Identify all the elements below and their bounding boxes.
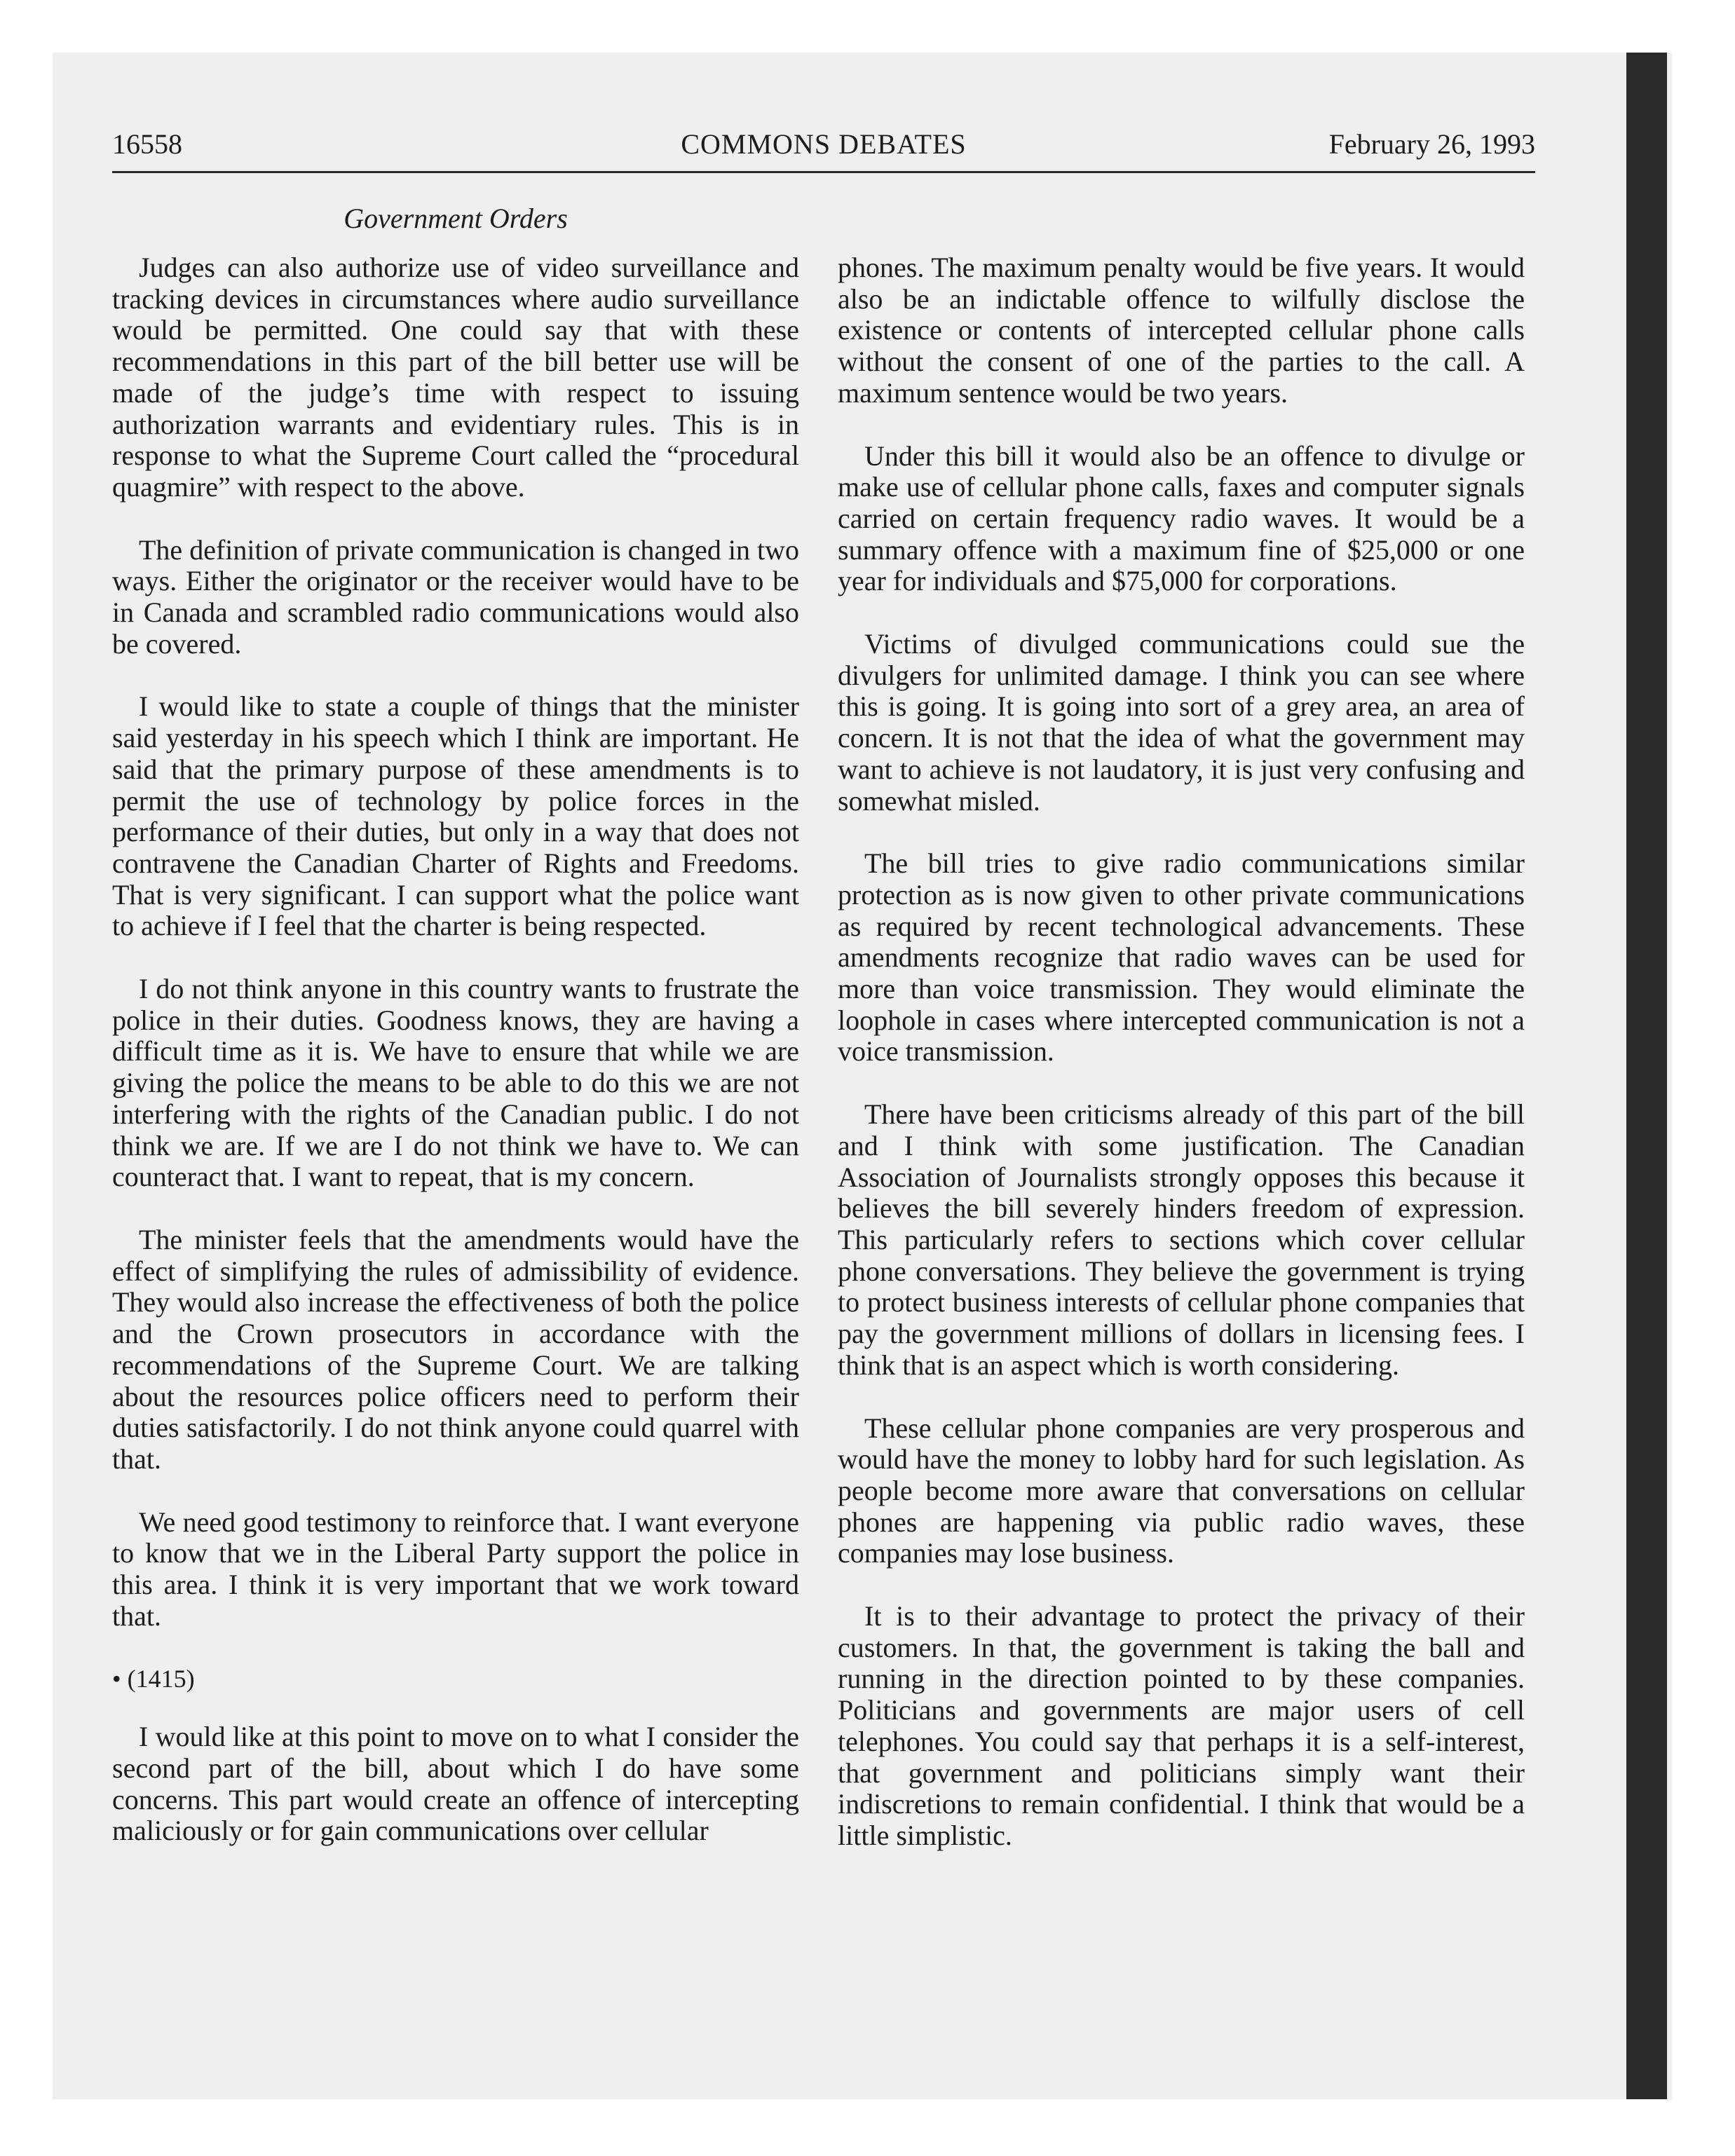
page-date: February 26, 1993 [1328,128,1535,160]
right-column [838,252,1525,1883]
scan-edge-shadow [1626,53,1667,2099]
paragraph: I would like at this point to move on to what I consider the second part of the bill, about which I do have some concerns. This part would create an offence of intercepting maliciously or for gain communications over cellular [112,1721,799,1847]
paragraph: The minister feels that the amendments would have the effect of simplifying the rules of admissibility of evidence. They would also increase the effectiveness of both the police and the Crown prosecutors in accordance with the recommendations of the Supreme Court. We are talking about the resources police officers need to perform their duties satisfactorily. I do not think anyone could quarrel with that. [112,1223,799,1475]
paragraph: Under this bill it would also be an offence to divulge or make use of cellular phone calls, faxes and computer signals carried on certain frequency radio waves. It would be a summary offence with a maximum fine of $25,000 or one year for individuals and $75,000 for corporations. [838,439,1525,597]
paragraph: I would like to state a couple of things that the minister said yesterday in his speech which I think are important. He said that the primary purpose of these amendments is to permit the use of technology by police forces in the performance of their duties, but only in a way that does not contravene the Canadian Charter of Rights and Freedoms. That is very significant. I can support what the police want to achieve if I feel that the charter is being respected. [112,690,799,942]
paragraph: I do not think anyone in this country wants to frustrate the police in their duties. Goodness knows, they are having a difficult time as it is. We have to ensure that while we are giving the police the means to be able to do this we are not interfering with the rights of the Canadian public. I do not think we are. If we are I do not think we have to. We can counteract that. I want to repeat, that is my concern. [112,973,799,1193]
paragraph: It is to their advantage to protect the privacy of their customers. In that, the government is taking the ball and running in the direction pointed to by these companies. Politicians and governments are major users of cell telephones. You could say that perhaps it is a self-interest, that government and politicians simply want their indiscretions to remain confidential. I think that would be a little simplistic. [838,1600,1525,1851]
paragraph: Victims of divulged communications could sue the divulgers for unlimited damage. I think you can see where this is going. It is going into sort of a grey area, an area of concern. It is not that the idea of what the government may want to achieve is not laudatory, it is just very confusing and somewhat misled. [838,628,1525,817]
continued-paragraph: phones. The maximum penalty would be five years. It would also be an indictable offence to wilfully disclose the existence or contents of intercepted cellular phone calls without the consent of one of the parties to the call. A maximum sentence would be two years. [838,252,1525,409]
paragraph: We need good testimony to reinforce that. I want everyone to know that we in the Liberal Party support the police in this area. I think it is very important that we work toward that. [112,1506,799,1632]
paragraph: The definition of private communication is changed in two ways. Either the originator or the receiver would have to be in Canada and scrambled radio communications would also be covered. [112,533,799,660]
paragraph: Judges can also authorize use of video surveillance and tracking devices in circumstances where audio surveillance would be permitted. One could say that with these recommendations in this part of the bill better use will be made of the judge’s time with respect to issuing authorization warrants and evidentiary rules. This is in response to what the Supreme Court called the “procedural quagmire” with respect to the above. [112,252,799,503]
section-title: Government Orders [343,203,568,234]
paragraph: The bill tries to give radio communications similar protection as is now given to other private communications as required by recent technological advancements. These amendments recognize that radio waves can be used for more than voice transmission. They would eliminate the loophole in cases where intercepted communication is not a voice transmission. [838,847,1525,1067]
page-header [112,128,1535,173]
paragraph: These cellular phone companies are very prosperous and would have the money to lobby hard for such legislation. As people become more aware that conversations on cellular phones are happening via public radio waves, these companies may lose business. [838,1412,1525,1569]
page-number: 16558 [112,128,182,160]
paragraph: There have been criticisms already of this part of the bill and I think with some justification. The Canadian Association of Journalists strongly opposes this because it believes the bill severely hinders freedom of expression. This particularly refers to sections which cover cellular phone conversations. They believe the government is trying to protect business interests of cellular phone companies that pay the government millions of dollars in licensing fees. I think that is an aspect which is worth considering. [838,1098,1525,1381]
timestamp: • (1415) [112,1665,195,1693]
publication-title: COMMONS DEBATES [681,128,967,160]
left-column [112,252,799,1878]
